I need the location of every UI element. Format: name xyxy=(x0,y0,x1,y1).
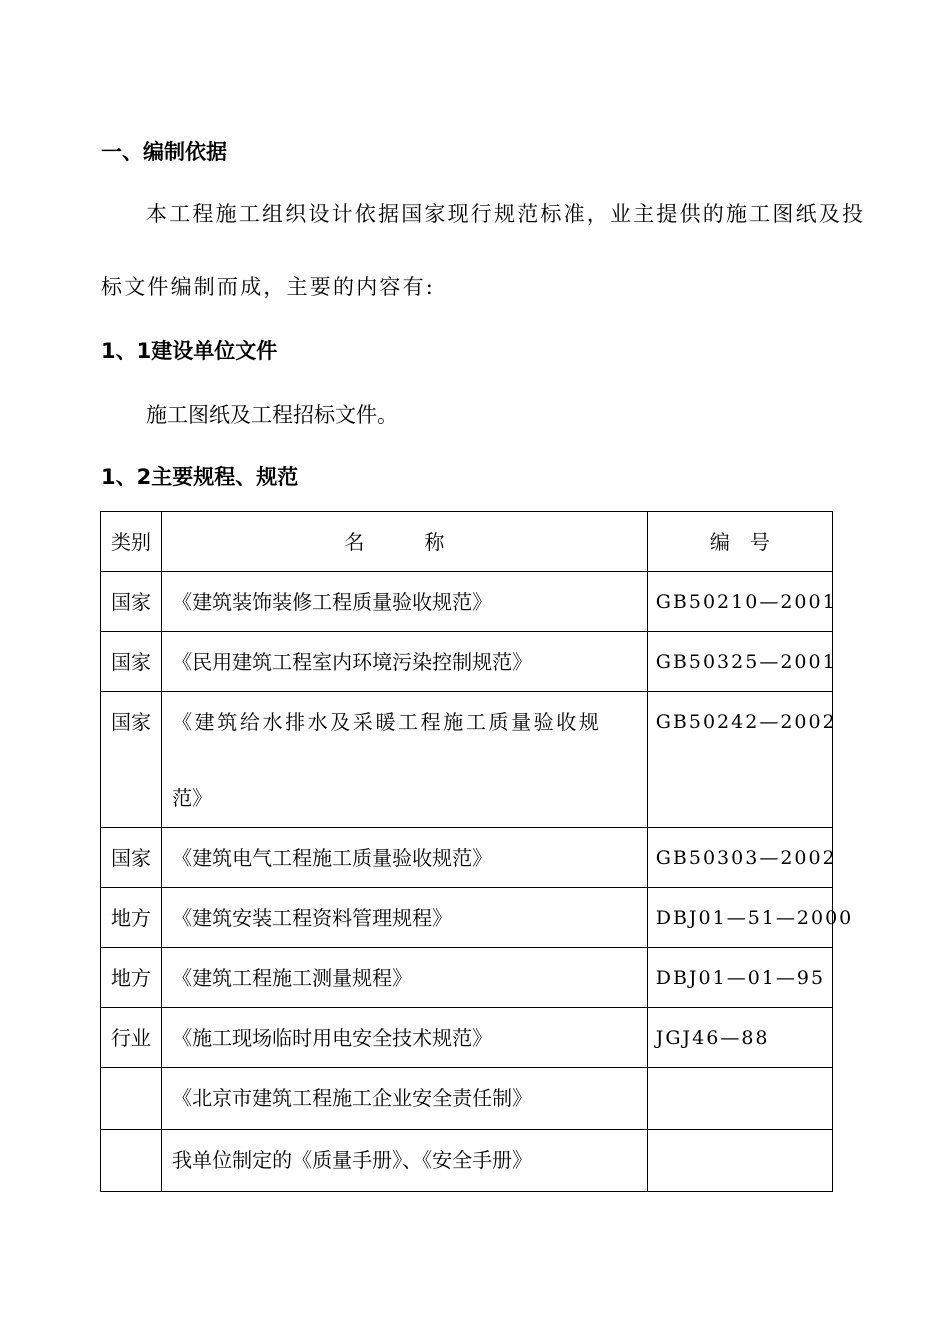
row-category xyxy=(101,1068,161,1082)
header-category: 类别 xyxy=(111,530,151,554)
section-heading-codes: 1、2主要规程、规范 xyxy=(101,465,299,489)
row-category: 地方 xyxy=(111,906,151,930)
row-code: DBJ01—51—2000 xyxy=(655,907,854,929)
table-row xyxy=(101,632,833,692)
header-category-cell xyxy=(101,512,162,572)
table-row xyxy=(101,692,833,828)
row-name: 《建筑工程施工测量规程》 xyxy=(172,966,413,990)
row-name: 《民用建筑工程室内环境污染控制规范》 xyxy=(172,650,533,674)
row-code: GB50242—2002 xyxy=(655,711,837,733)
row-code: DBJ01—01—95 xyxy=(655,967,826,989)
header-code: 编 号 xyxy=(709,530,770,554)
section-heading-owner-documents: 1、1建设单位文件 xyxy=(101,339,278,363)
table-row xyxy=(101,572,833,632)
row-name-wrapped xyxy=(162,692,647,814)
row-code: GB50303—2002 xyxy=(655,847,837,869)
header-name-cell xyxy=(162,512,648,572)
table-row xyxy=(101,828,833,888)
row-category: 国家 xyxy=(111,846,151,870)
row-name: 《施工现场临时用电安全技术规范》 xyxy=(172,1026,493,1050)
row-name: 《建筑安装工程资料管理规程》 xyxy=(172,906,453,930)
row-category: 国家 xyxy=(111,590,151,614)
row-category: 行业 xyxy=(111,1026,151,1050)
row-name-line1: 《建筑给水排水及采暖工程施工质量验收规 xyxy=(172,710,602,734)
row-code: JGJ46—88 xyxy=(655,1027,770,1049)
basis-paragraph-line1: 本工程施工组织设计依据国家现行规范标准，业主提供的施工图纸及投 xyxy=(146,202,866,226)
row-name: 《北京市建筑工程施工企业安全责任制》 xyxy=(172,1086,533,1110)
table-row xyxy=(101,948,833,1008)
table-header-row xyxy=(101,512,833,572)
row-code xyxy=(648,1130,832,1144)
owner-documents-text: 施工图纸及工程招标文件。 xyxy=(146,403,398,427)
row-name-line2: 范》 xyxy=(172,786,213,810)
row-category: 国家 xyxy=(111,650,151,674)
row-code xyxy=(648,1068,832,1082)
row-name: 《建筑电气工程施工质量验收规范》 xyxy=(172,846,493,870)
header-code-cell xyxy=(647,512,832,572)
row-code: GB50325—2001 xyxy=(655,651,837,673)
standards-table xyxy=(100,511,854,1192)
table-row xyxy=(101,1008,833,1068)
row-name: 我单位制定的《质量手册》、《安全手册》 xyxy=(172,1148,533,1172)
section-heading-basis: 一、编制依据 xyxy=(101,140,227,164)
table-row xyxy=(101,1068,833,1130)
row-category: 国家 xyxy=(111,710,151,734)
row-code: GB50210—2001 xyxy=(655,591,837,613)
row-name: 《建筑装饰装修工程质量验收规范》 xyxy=(172,590,493,614)
row-category: 地方 xyxy=(111,966,151,990)
table-row xyxy=(101,1130,833,1192)
row-category xyxy=(101,1130,161,1144)
header-name: 名 称 xyxy=(344,530,445,554)
table-row xyxy=(101,888,833,948)
basis-paragraph-line2: 标文件编制而成，主要的内容有: xyxy=(101,275,436,299)
